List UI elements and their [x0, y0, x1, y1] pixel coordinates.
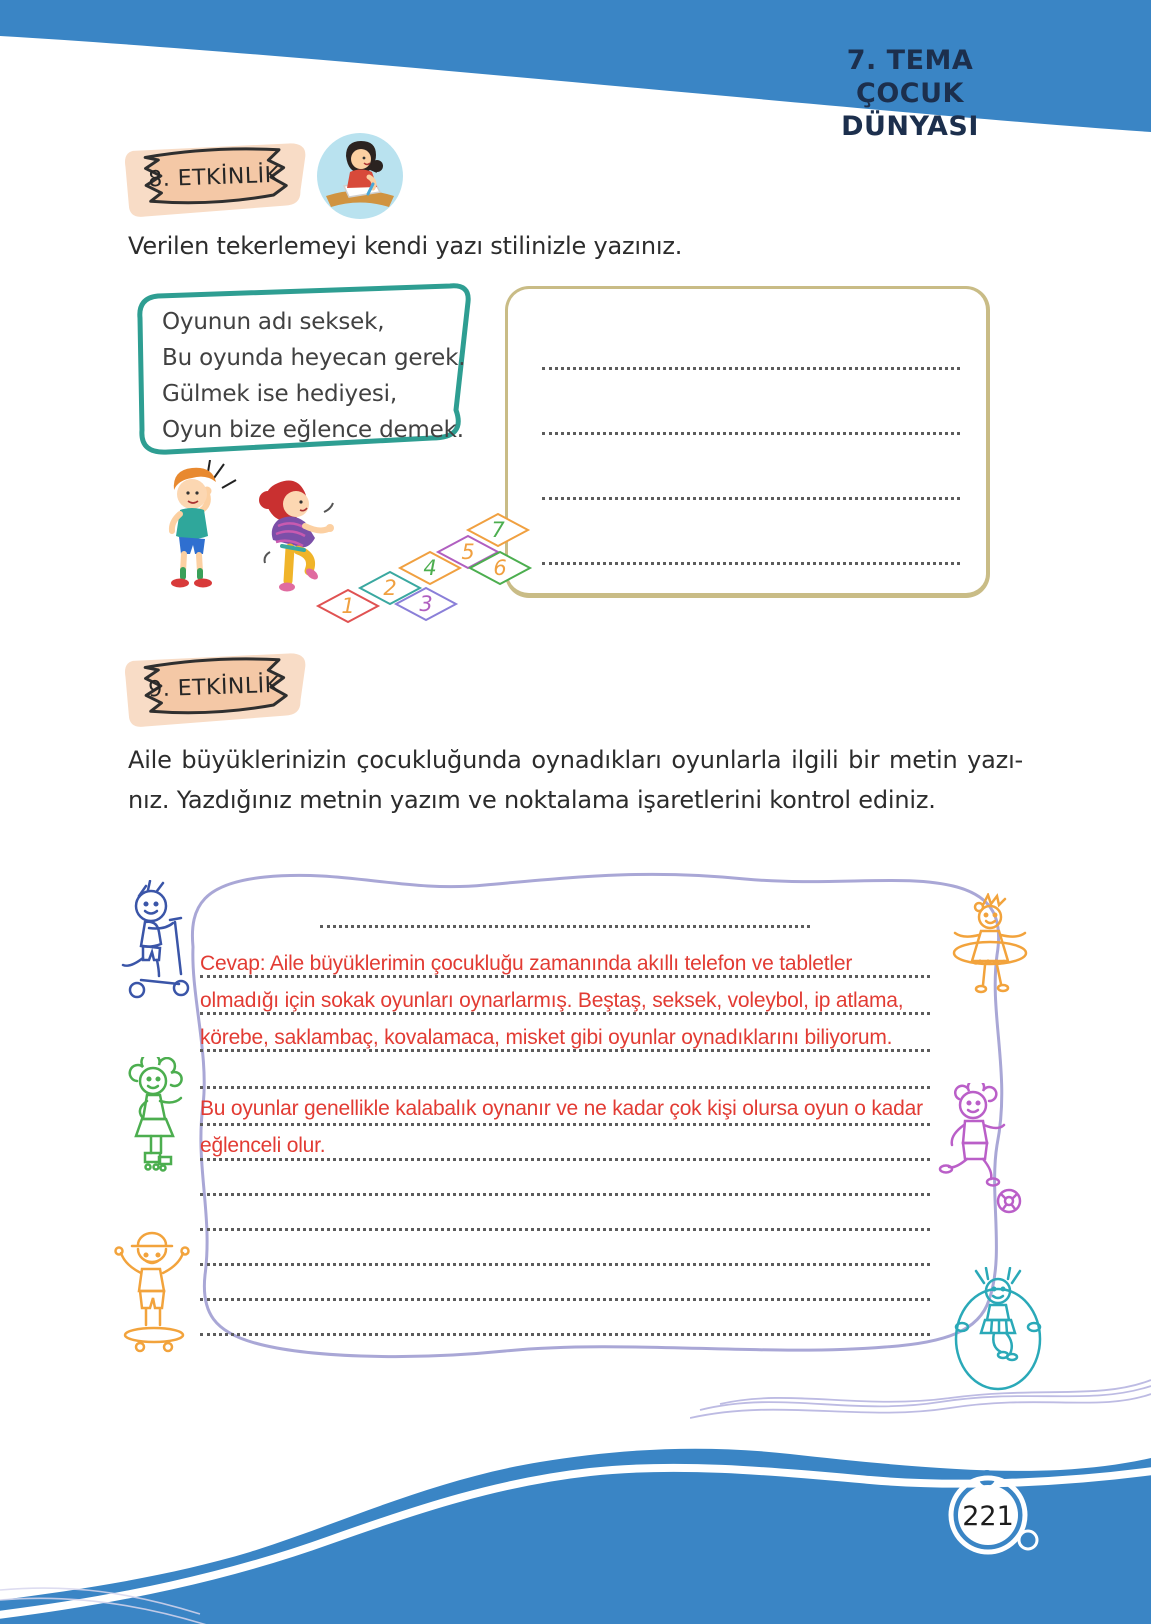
boy-cheering-illustration [171, 460, 236, 588]
handwritten-answer-paragraph1 [200, 945, 903, 1056]
theme-number: 7. TEMA [846, 45, 974, 76]
girl-on-roller-skates-doodle [115, 1057, 195, 1212]
hopscotch-number: 4 [423, 556, 437, 580]
page-number: 221 [962, 1501, 1014, 1532]
hopscotch-number: 3 [419, 592, 433, 616]
poem-text [162, 304, 465, 448]
activity9-badge [119, 643, 314, 738]
poem-line: Gülmek ise hediyesi, [162, 381, 397, 407]
answer-line[interactable] [200, 1333, 930, 1336]
answer-text-line: olmadığı için sokak oyunları oynarlarmış. Beştaş, seksek, voleybol, ip atlama, [200, 989, 904, 1012]
poem-box [126, 280, 478, 460]
answer-line[interactable] [542, 432, 960, 435]
hopscotch-children-illustration [118, 460, 538, 638]
poem-line: Oyunun adı seksek, [162, 309, 385, 335]
answer-line[interactable] [542, 562, 960, 565]
instruction-line: nız. Yazdığınız metnin yazım ve noktalama işaretlerini kontrol ediniz. [128, 786, 936, 814]
answer-line[interactable] [200, 1298, 930, 1301]
answer-text-line: Cevap: Aile büyüklerimin çocukluğu zamanında akıllı telefon ve tabletler [200, 952, 853, 975]
activity9-instruction [128, 740, 1023, 820]
answer-line[interactable] [200, 1086, 930, 1089]
activity8-answer-box [505, 286, 990, 598]
answer-text-line: Bu oyunlar genellikle kalabalık oynanır ve ne kadar çok kişi olursa oyun o kadar [200, 1097, 923, 1120]
boy-on-scooter-doodle [113, 880, 198, 1015]
hopscotch-number: 5 [461, 540, 475, 564]
boy-with-soccer-ball-doodle [933, 1083, 1033, 1238]
activity8-instruction: Verilen tekerlemeyi kendi yazı stilinizle yazınız. [128, 232, 683, 260]
hopscotch-number: 7 [491, 518, 505, 542]
activity8-badge-label: 8. ETKİNLİK [147, 162, 280, 192]
poem-line: Bu oyunda heyecan gerek. [162, 345, 466, 371]
hopscotch-number: 1 [341, 594, 355, 618]
footer-wave [0, 1394, 1151, 1624]
activity8-badge [119, 133, 314, 228]
answer-line[interactable] [200, 1263, 930, 1266]
answer-text-line: körebe, saklambaç, kovalamaca, misket gibi oyunlar oynadıklarını biliyorum. [200, 1026, 893, 1049]
answer-line[interactable] [542, 497, 960, 500]
girl-jumping-illustration [259, 481, 334, 592]
boy-on-skateboard-doodle [108, 1225, 203, 1370]
theme-title: ÇOCUK DÜNYASI [841, 78, 979, 142]
activity9-answer-area [105, 835, 1050, 1400]
page-header [800, 44, 1020, 143]
answer-title-line[interactable] [320, 925, 810, 928]
hopscotch-number: 2 [383, 576, 397, 600]
handwritten-answer-paragraph2 [200, 1090, 923, 1164]
girl-writing-icon [316, 132, 404, 220]
answer-line[interactable] [200, 1228, 930, 1231]
activity9-badge-label: 9. ETKİNLİK [147, 672, 280, 702]
answer-line[interactable] [200, 1193, 930, 1196]
poem-line: Oyun bize eğlence demek. [162, 417, 464, 443]
answer-text-line: eğlenceli olur. [200, 1134, 326, 1157]
answer-line[interactable] [542, 367, 960, 370]
instruction-line: Aile büyüklerinizin çocukluğunda oynadıkları oyunlarla ilgili bir metin yazı- [128, 746, 1023, 774]
hopscotch-number: 6 [493, 556, 507, 580]
girl-with-hula-hoop-doodle [943, 893, 1035, 1025]
